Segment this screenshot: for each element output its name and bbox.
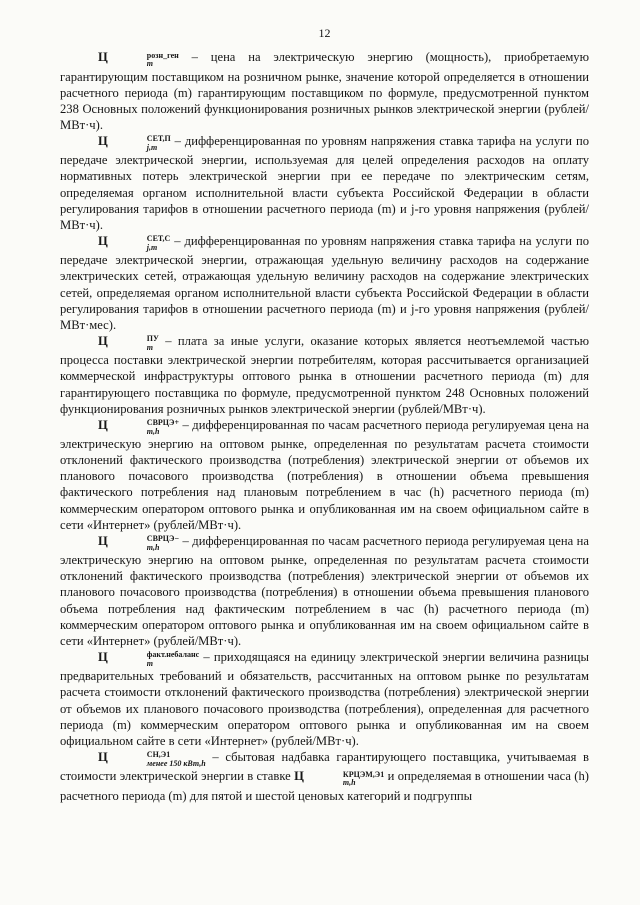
- page-number: 12: [318, 26, 331, 40]
- definition-sales-markup: Ц СН,Э1 менее 150 кВт,h – сбытовая надбавка гарантирующего поставщика, учитываемая в стоимости электрической энергии в ставке Ц КРЦЭМ,Э1 m,h и определяемая в отношении часа (h) расчетного периода (m) для пятой и шестой ценовых категорий и подгруппы: [60, 749, 589, 803]
- definition-network-losses-tariff: Ц СЕТ,П j,m – дифференцированная по уровням напряжения ставка тарифа на услуги по передаче электрической энергии, используемая для целей определения расходов на оплату нормативных потерь электрической энергии при ее передаче по электрическим сетям, определяемая органом исполнительной власти субъекта Российской Федерации в области регулирования тарифов в отношении расчетного периода (m) и j-го уровня напряжения (рублей/МВт·ч).: [60, 133, 589, 232]
- definition-network-maintenance-tariff: Ц СЕТ,С j,m – дифференцированная по уровням напряжения ставка тарифа на услуги по передаче электрической энергии, отражающая удельную величину расходов на содержание электрических сетей, отражающая удельную величину расходов на содержание электрических сетей, определяемая органом исполнительной власти субъекта Российской Федерации в области регулирования тарифов в отношении расчетного периода (m) и j-го уровня напряжения (рублей/МВт·мес).: [60, 233, 589, 332]
- definition-svrce-minus-price: Ц СВРЦЭ− m,h – дифференцированная по часам расчетного периода регулируемая цена на электрическую энергию на оптовом рынке, определенная по результатам расчета стоимости отклонений фактического производства (потребления) электрической энергии от объемов их планового почасового производства (потребления) в отношении объема превышения планового объема потребления над фактическим потреблением в час (h) расчетного периода (m) коммерческим оператором оптового рынка и опубликованная им на своем официальном сайте в сети «Интернет» (рублей/МВт·ч).: [60, 533, 589, 648]
- definition-actual-imbalance: Ц факт.небаланс m – приходящаяся на единицу электрической энергии величина разницы предварительных требований и обязательств, рассчитанных на оптовом рынке по результатам расчета стоимости отклонений фактического производства (потребления) электрической энергии от объемов их планового почасового производства (потребления), определенная для расчетного периода (m) коммерческим оператором оптового рынка и опубликованная им на своем официальном сайте в сети «Интернет» (рублей/МВт·ч).: [60, 649, 589, 748]
- definition-retail-generation-price: Ц розн_ген m – цена на электрическую энергию (мощность), приобретаемую гарантирующим поставщиком на розничном рынке, значение которой определяется в отношении расчетного периода (m) гарантирующим поставщиком по формуле, предусмотренной пунктом 238 Основных положений функционирования розничных рынков электрической энергии (рублей/МВт·ч).: [60, 50, 589, 132]
- definition-other-services-fee: Ц ПУ m – плата за иные услуги, оказание которых является неотъемлемой частью процесса поставки электрической энергии потребителям, которая рассчитывается организацией коммерческой инфраструктуры оптового рынка в отношении расчетного периода (m) для гарантирующего поставщика по формуле, предусмотренной пунктом 248 Основных положений функционирования розничных рынков электрической энергии (рублей/МВт·ч).: [60, 333, 589, 416]
- definition-svrce-plus-price: Ц СВРЦЭ+ m,h – дифференцированная по часам расчетного периода регулируемая цена на электрическую энергию на оптовом рынке, определенная по результатам расчета стоимости отклонений фактического производства (потребления) электрической энергии от объемов их планового почасового производства (потребления) в отношении объема превышения фактического потребления над плановым потреблением в час (h) расчетного периода (m) коммерческим оператором оптового рынка и опубликованная им на своем официальном сайте в сети «Интернет» (рублей/МВт·ч).: [60, 417, 589, 532]
